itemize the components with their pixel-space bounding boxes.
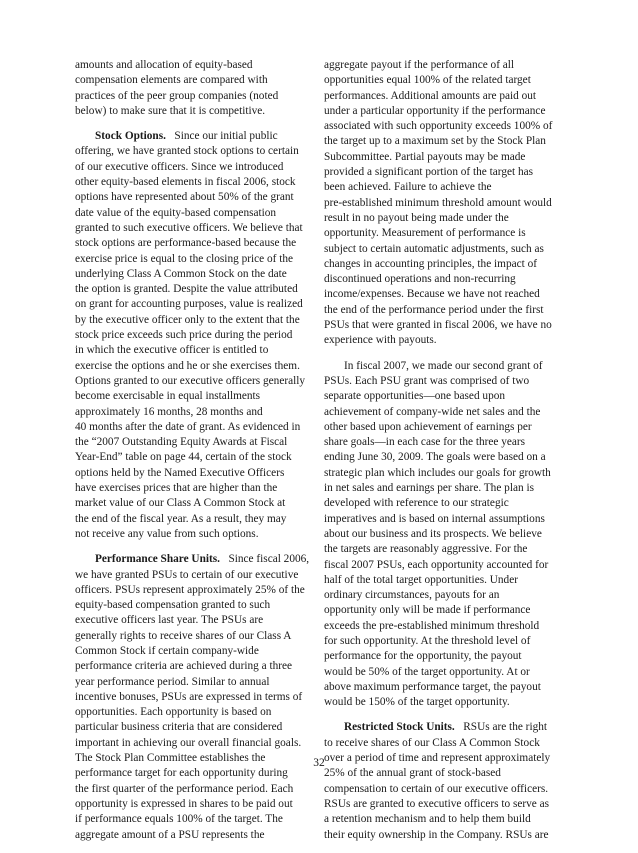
- text-line: [324, 720, 574, 735]
- text-line: by the executive officer only to the extent that the: [75, 313, 300, 326]
- text-line: imperatives and is based on internal assumptions: [324, 512, 545, 525]
- text-line: ordinary circumstances, payouts for an: [324, 589, 500, 602]
- text-line: Subcommittee. Partial payouts may be made: [324, 150, 526, 163]
- paragraph-restricted-stock-units: [324, 720, 574, 842]
- text-line: fiscal 2007 PSUs, each opportunity accounted for: [324, 558, 549, 571]
- text-line: performances. Additional amounts are paid out: [324, 89, 537, 102]
- text-line: date value of the equity-based compensation: [75, 206, 277, 219]
- text-line: underlying Class A Common Stock on the date: [75, 267, 287, 280]
- text-line: compensation to certain of our executive officers.: [324, 782, 549, 795]
- text-line: generally rights to receive shares of our Class A: [75, 629, 292, 642]
- paragraph-equity-intro: [75, 58, 325, 119]
- text-line: been achieved. Failure to achieve the: [324, 181, 492, 194]
- text-line: on grant for accounting purposes, value is realized: [75, 298, 303, 311]
- text-line: exercise price is equal to the closing price of the: [75, 252, 294, 265]
- text-line: a retention mechanism and to help them build: [324, 813, 531, 826]
- text-line: stock options are performance-based because the: [75, 237, 297, 250]
- text-line: in net sales and earnings per share. The plan is: [324, 482, 534, 495]
- text-line: experience with payouts.: [324, 334, 437, 347]
- text-line: the end of the fiscal year. As a result, they may: [75, 512, 287, 525]
- text-line: options have represented about 50% of the grant: [75, 191, 294, 204]
- text-line: would be 50% of the target opportunity. At or: [324, 665, 530, 678]
- text-line: opportunity only will be made if performance: [324, 604, 531, 617]
- text-line: about our business and its prospects. We believe: [324, 527, 542, 540]
- text-line: performance criteria are achieved during a three: [75, 660, 293, 673]
- text-line: under a particular opportunity if the performance: [324, 104, 546, 117]
- section-heading-restricted-stock-units: Restricted Stock Units.: [344, 721, 455, 734]
- text-line: associated with such opportunity exceeds 100% of: [324, 120, 553, 133]
- text-line: stock price exceeds such price during the period: [75, 329, 293, 342]
- text-line: have exercises prices that are higher than the: [75, 482, 278, 495]
- text-line: [75, 129, 325, 144]
- text-line: not receive any value from such options.: [75, 527, 259, 540]
- text-line: above maximum performance target, the payout: [324, 680, 541, 693]
- text-line: the option is granted. Despite the value attributed: [75, 283, 298, 296]
- paragraph-fiscal-2007-grant: [324, 359, 574, 711]
- text-line: ending June 30, 2009. The goals were based on a: [324, 451, 546, 464]
- text-line: Options granted to our executive officers generally: [75, 374, 306, 387]
- text-line: 25% of the annual grant of stock-based: [324, 767, 501, 780]
- text-fragment: Since fiscal 2006,: [228, 553, 310, 566]
- text-line: PSUs that were granted in fiscal 2006, we have no: [324, 319, 552, 332]
- text-line: executive officers last year. The PSUs are: [75, 614, 264, 627]
- text-line: for such opportunity. At the threshold level of: [324, 634, 531, 647]
- text-line: the first quarter of the performance period. Each: [75, 782, 294, 795]
- text-line: PSUs. Each PSU grant was comprised of two: [324, 374, 530, 387]
- text-line: 40 months after the date of grant. As evidenced in: [75, 420, 301, 433]
- text-line: exceeds the pre-established minimum threshold: [324, 619, 540, 632]
- text-line: pre-established minimum threshold amount would: [324, 196, 552, 209]
- page-number: 32: [313, 757, 325, 769]
- text-line: In fiscal 2007, we made our second grant of: [344, 359, 543, 372]
- text-line: market value of our Class A Common Stock at: [75, 497, 286, 510]
- left-column: [75, 58, 325, 853]
- text-line: developed with reference to our strategic: [324, 497, 509, 510]
- text-line: the end of the performance period under the first: [324, 303, 544, 316]
- text-line: Year-End” table on page 44, certain of the stock: [75, 451, 292, 464]
- text-line: achievement of company-wide net sales and the: [324, 405, 541, 418]
- text-line: granted to such executive officers. We believe that: [75, 221, 303, 234]
- text-line: performance target for each opportunity during: [75, 767, 288, 780]
- text-line: incentive bonuses, PSUs are expressed in terms of: [75, 690, 303, 703]
- text-line: opportunities equal 100% of the related target: [324, 74, 531, 87]
- text-line: officers. PSUs represent approximately 25% of the: [75, 583, 305, 596]
- text-line: of our executive officers. Since we introduced: [75, 160, 284, 173]
- text-line: to receive shares of our Class A Common Stock: [324, 736, 540, 749]
- text-line: exercise the options and he or she exercises them.: [75, 359, 300, 372]
- text-line: income/expenses. Because we have not reached: [324, 288, 540, 301]
- text-line: opportunity. Measurement of performance is: [324, 227, 526, 240]
- text-line: their equity ownership in the Company. RSUs are: [324, 828, 549, 841]
- text-line: practices of the peer group companies (noted: [75, 89, 279, 102]
- text-line: compensation elements are compared with: [75, 74, 268, 87]
- section-heading-stock-options: Stock Options.: [95, 130, 166, 143]
- text-line: below) to make sure that it is competitive.: [75, 104, 266, 117]
- text-line: opportunity is expressed in shares to be paid out: [75, 797, 293, 810]
- text-line: aggregate amount of a PSU represents the: [75, 828, 265, 841]
- text-line: over a period of time and represent approximately: [324, 752, 551, 765]
- text-line: Common Stock if certain company-wide: [75, 644, 259, 657]
- paragraph-psu-payout: [324, 58, 574, 349]
- text-line: amounts and allocation of equity-based: [75, 59, 253, 71]
- text-line: subject to certain automatic adjustments, such as: [324, 242, 544, 255]
- text-line: options held by the Named Executive Officers: [75, 466, 285, 479]
- text-line: the target up to a maximum set by the Stock Plan: [324, 135, 546, 148]
- text-fragment: Since our initial public: [174, 130, 278, 143]
- text-line: equity-based compensation granted to such: [75, 599, 271, 612]
- text-line: separate opportunities—one based upon: [324, 390, 506, 403]
- text-line: other based upon achievement of earnings per: [324, 420, 532, 433]
- paragraph-stock-options: [75, 129, 325, 542]
- text-line: offering, we have granted stock options to certain: [75, 145, 299, 158]
- text-line: would be 150% of the target opportunity.: [324, 696, 510, 709]
- text-line: approximately 16 months, 28 months and: [75, 405, 263, 418]
- text-line: important in achieving our overall financial goals.: [75, 736, 302, 749]
- text-line: changes in accounting principles, the impact of: [324, 257, 538, 270]
- text-line: become exercisable in equal installments: [75, 390, 261, 403]
- text-line: share goals—in each case for the three years: [324, 436, 526, 449]
- text-fragment: RSUs are the right: [463, 721, 548, 734]
- text-line: half of the total target opportunities. Under: [324, 573, 518, 586]
- text-line: discontinued operations and non-recurring: [324, 273, 516, 286]
- text-line: result in no payout being made under the: [324, 211, 509, 224]
- text-line: aggregate payout if the performance of all: [324, 59, 515, 71]
- text-line: performance for the opportunity, the payout: [324, 650, 522, 663]
- paragraph-performance-share-units: [75, 552, 325, 843]
- right-column: [324, 58, 574, 853]
- text-line: we have granted PSUs to certain of our executive: [75, 568, 299, 581]
- text-line: the targets are reasonably aggressive. For the: [324, 543, 528, 556]
- text-line: in which the executive officer is entitled to: [75, 344, 269, 357]
- section-heading-performance-share-units: Performance Share Units.: [95, 553, 220, 566]
- text-line: if performance equals 100% of the target. The: [75, 813, 283, 826]
- text-line: opportunities. Each opportunity is based on: [75, 706, 272, 719]
- text-line: [75, 552, 325, 567]
- text-line: particular business criteria that are considered: [75, 721, 283, 734]
- text-line: The Stock Plan Committee establishes the: [75, 752, 266, 765]
- text-line: RSUs are granted to executive officers to serve as: [324, 797, 550, 810]
- text-line: the “2007 Outstanding Equity Awards at Fiscal: [75, 436, 288, 449]
- text-line: year performance period. Similar to annual: [75, 675, 270, 688]
- text-line: strategic plan which includes our goals for growth: [324, 466, 551, 479]
- text-line: other equity-based elements in fiscal 2006, stock: [75, 176, 296, 189]
- text-line: provided a significant portion of the target has: [324, 166, 534, 179]
